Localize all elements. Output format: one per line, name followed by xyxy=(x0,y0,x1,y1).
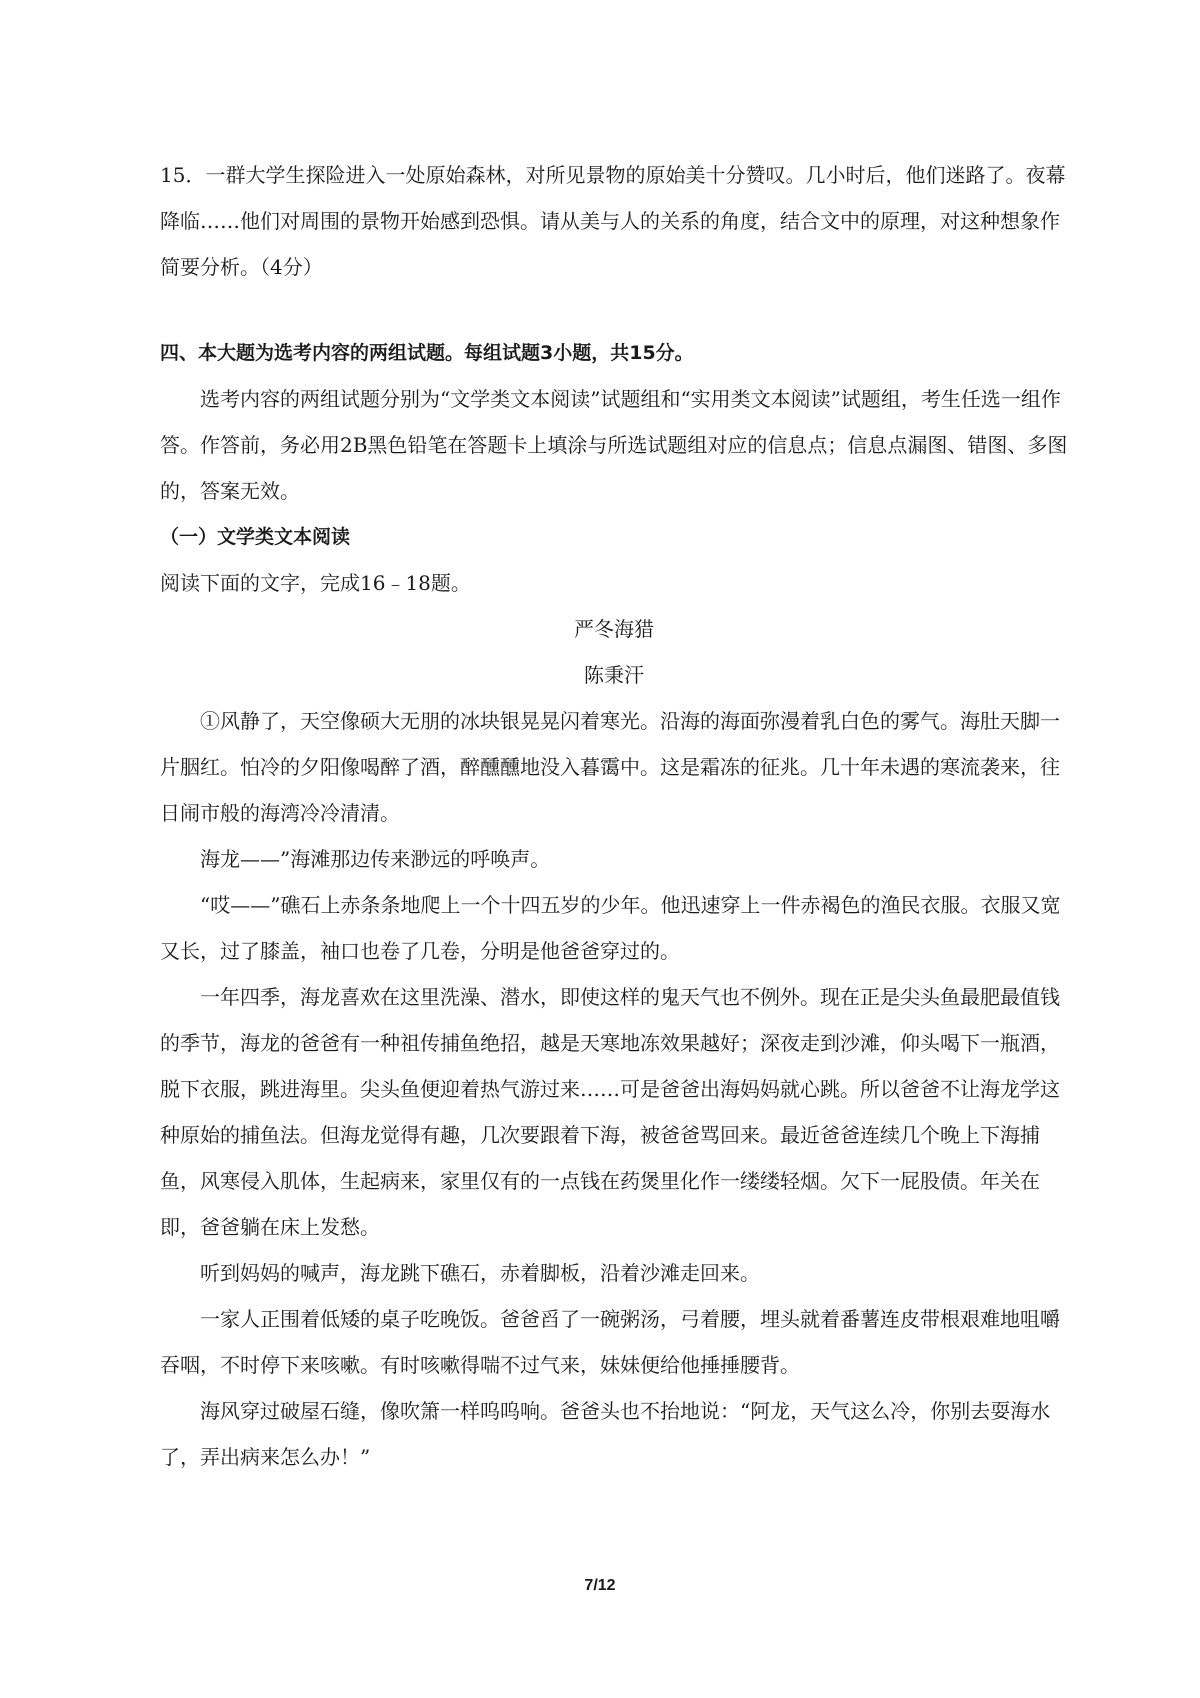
article-paragraph: “哎——”礁石上赤条条地爬上一个十四五岁的少年。他迅速穿上一件赤褐色的渔民衣服。衣服又宽又长，过了膝盖，袖口也卷了几卷，分明是他爸爸穿过的。 xyxy=(160,893,1061,963)
article-paragraph: ①风静了，天空像硕大无朋的冰块银晃晃闪着寒光。沿海的海面弥漫着乳白色的雾气。海肚天脚一片胭红。怕冷的夕阳像喝醉了酒，醉醺醺地没入暮霭中。这是霜冻的征兆。几十年未遇的寒流袭来，往日闹市般的海湾冷冷清清。 xyxy=(160,709,1060,825)
section-4-heading: 四、本大题为选考内容的两组试题。每组试题3小题，共15分。 xyxy=(160,342,694,364)
article-paragraph: 一家人正围着低矮的桌子吃晚饭。爸爸舀了一碗粥汤，弓着腰，埋头就着番薯连皮带根艰难地咀嚼吞咽，不时停下来咳嗽。有时咳嗽得喘不过气来，妹妹便给他捶捶腰背。 xyxy=(160,1307,1060,1377)
section-4-instructions: 选考内容的两组试题分别为“文学类文本阅读”试题组和“实用类文本阅读”试题组，考生任选一组作答。作答前，务必用2B黑色铅笔在答题卡上填涂与所选试题组对应的信息点；信息点漏图、错图、多图的，答案无效。 xyxy=(160,387,1068,503)
page-content xyxy=(160,152,1068,1480)
page-number: 7/12 xyxy=(584,1577,616,1594)
article-author: 陈秉汗 xyxy=(584,663,644,687)
article-paragraph: 海龙——”海滩那边传来渺远的呼唤声。 xyxy=(200,847,551,871)
reading-prompt: 阅读下面的文字，完成16﹣18题。 xyxy=(160,571,471,595)
article-paragraph: 一年四季，海龙喜欢在这里洗澡、潜水，即使这样的鬼天气也不例外。现在正是尖头鱼最肥最值钱的季节，海龙的爸爸有一种祖传捕鱼绝招，越是天寒地冻效果越好；深夜走到沙滩，仰头喝下一瓶酒，脱下衣服，跳进海里。尖头鱼便迎着热气游过来……可是爸爸出海妈妈就心跳。所以爸爸不让海龙学这种原始的捕鱼法。但海龙觉得有趣，几次要跟着下海，被爸爸骂回来。最近爸爸连续几个晚上下海捕鱼，风寒侵入肌体，生起病来，家里仅有的一点钱在药煲里化作一缕缕轻烟。欠下一屁股债。年关在即，爸爸躺在床上发愁。 xyxy=(160,985,1060,1239)
part-1-heading: （一）文学类文本阅读 xyxy=(160,526,351,548)
article-paragraph: 海风穿过破屋石缝，像吹箫一样呜呜响。爸爸头也不抬地说：“阿龙，天气这么冷，你别去耍海水了，弄出病来怎么办！” xyxy=(160,1399,1051,1469)
article-paragraph: 听到妈妈的喊声，海龙跳下礁石，赤着脚板，沿着沙滩走回来。 xyxy=(200,1261,760,1285)
question-15: 15．一群大学生探险进入一处原始森林，对所见景物的原始美十分赞叹。几小时后，他们迷路了。夜幕降临……他们对周围的景物开始感到恐惧。请从美与人的关系的角度，结合文中的原理，对这种想象作简要分析。（4分） xyxy=(160,163,1066,279)
article-title: 严冬海猎 xyxy=(574,617,654,641)
